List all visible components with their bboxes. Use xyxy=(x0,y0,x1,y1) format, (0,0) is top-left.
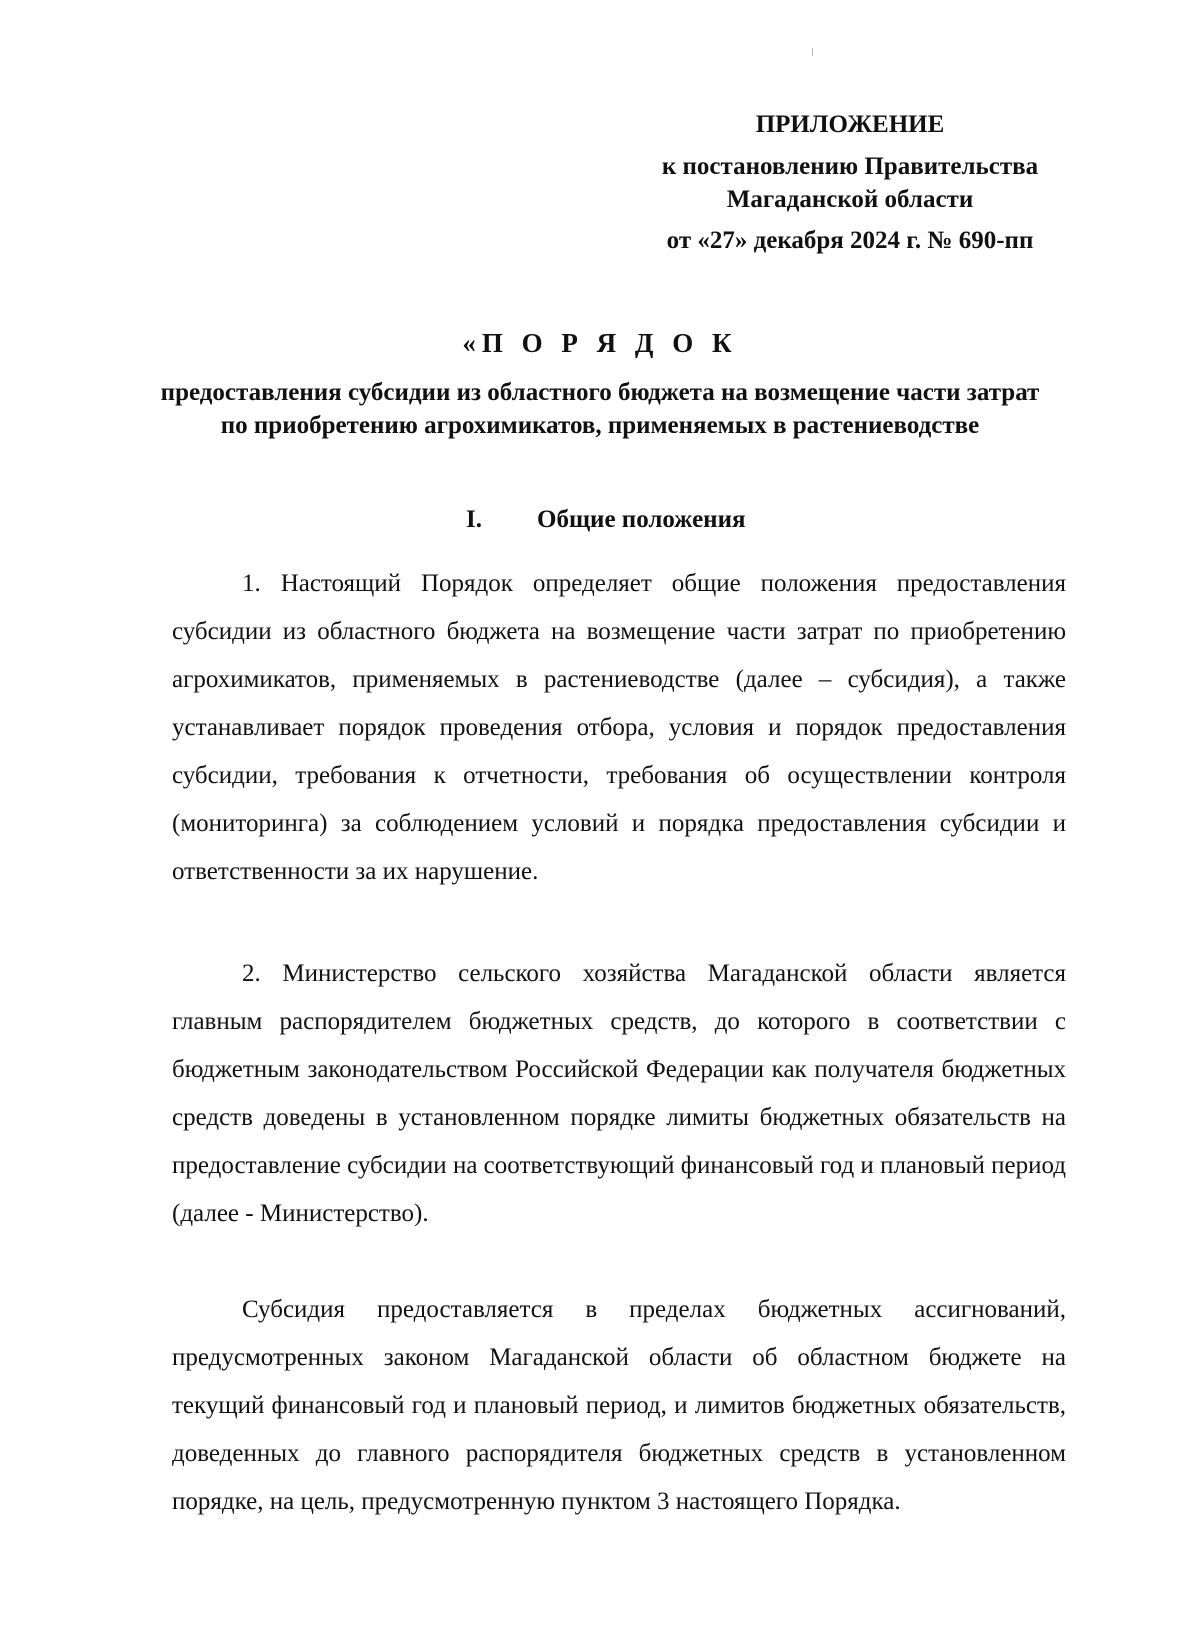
appendix-line-2: Магаданской области xyxy=(726,186,974,213)
document-title-text: предоставления субсидии из областного бюджета на возмещение части затрат по приобретению агрохимикатов, применяемых в растениеводстве xyxy=(160,379,1040,439)
section-number: I. xyxy=(466,506,482,533)
appendix-line-3: от «27» декабря 2024 г. № 690-пп xyxy=(666,227,1034,254)
document-title-word: «П О Р Я Д О К xyxy=(462,328,738,358)
paragraph-3: Субсидия предоставляется в пределах бюджетных ассигнований, предусмотренных законом Магаданской области об областном бюджете на текущий финансовый год и плановый период, и лимитов бюджетных обязательств, доведенных до главного распорядителя бюджетных средств в установленном порядке, на цель, предусмотренную пунктом 3 настоящего Порядка. xyxy=(172,1296,1066,1515)
appendix-heading: ПРИЛОЖЕНИЕ xyxy=(755,111,945,138)
paragraph-1: 1. Настоящий Порядок определяет общие положения предоставления субсидии из областного бюджета на возмещение части затрат по приобретению агрохимикатов, применяемых в растениеводстве (далее – субсидия), а также устанавливает порядок проведения отбора, условия и порядок предоставления субсидии, требования к отчетности, требования об осуществлении контроля (мониторинга) за соблюдением условий и порядка предоставления субсидии и ответственности за их нарушение. xyxy=(172,570,1066,885)
appendix-line-1: к постановлению Правительства xyxy=(661,153,1039,180)
paragraph-2: 2. Министерство сельского хозяйства Магаданской области является главным распорядителем бюджетных средств, до которого в соответствии с бюджетным законодательством Российской Федерации как получателя бюджетных средств доведены в установленном порядке лимиты бюджетных обязательств на предоставление субсидии на соответствующий финансовый год и плановый период (далее - Министерство). xyxy=(172,960,1066,1227)
section-title: Общие положения xyxy=(537,506,746,533)
appendix-block xyxy=(640,0,1060,260)
